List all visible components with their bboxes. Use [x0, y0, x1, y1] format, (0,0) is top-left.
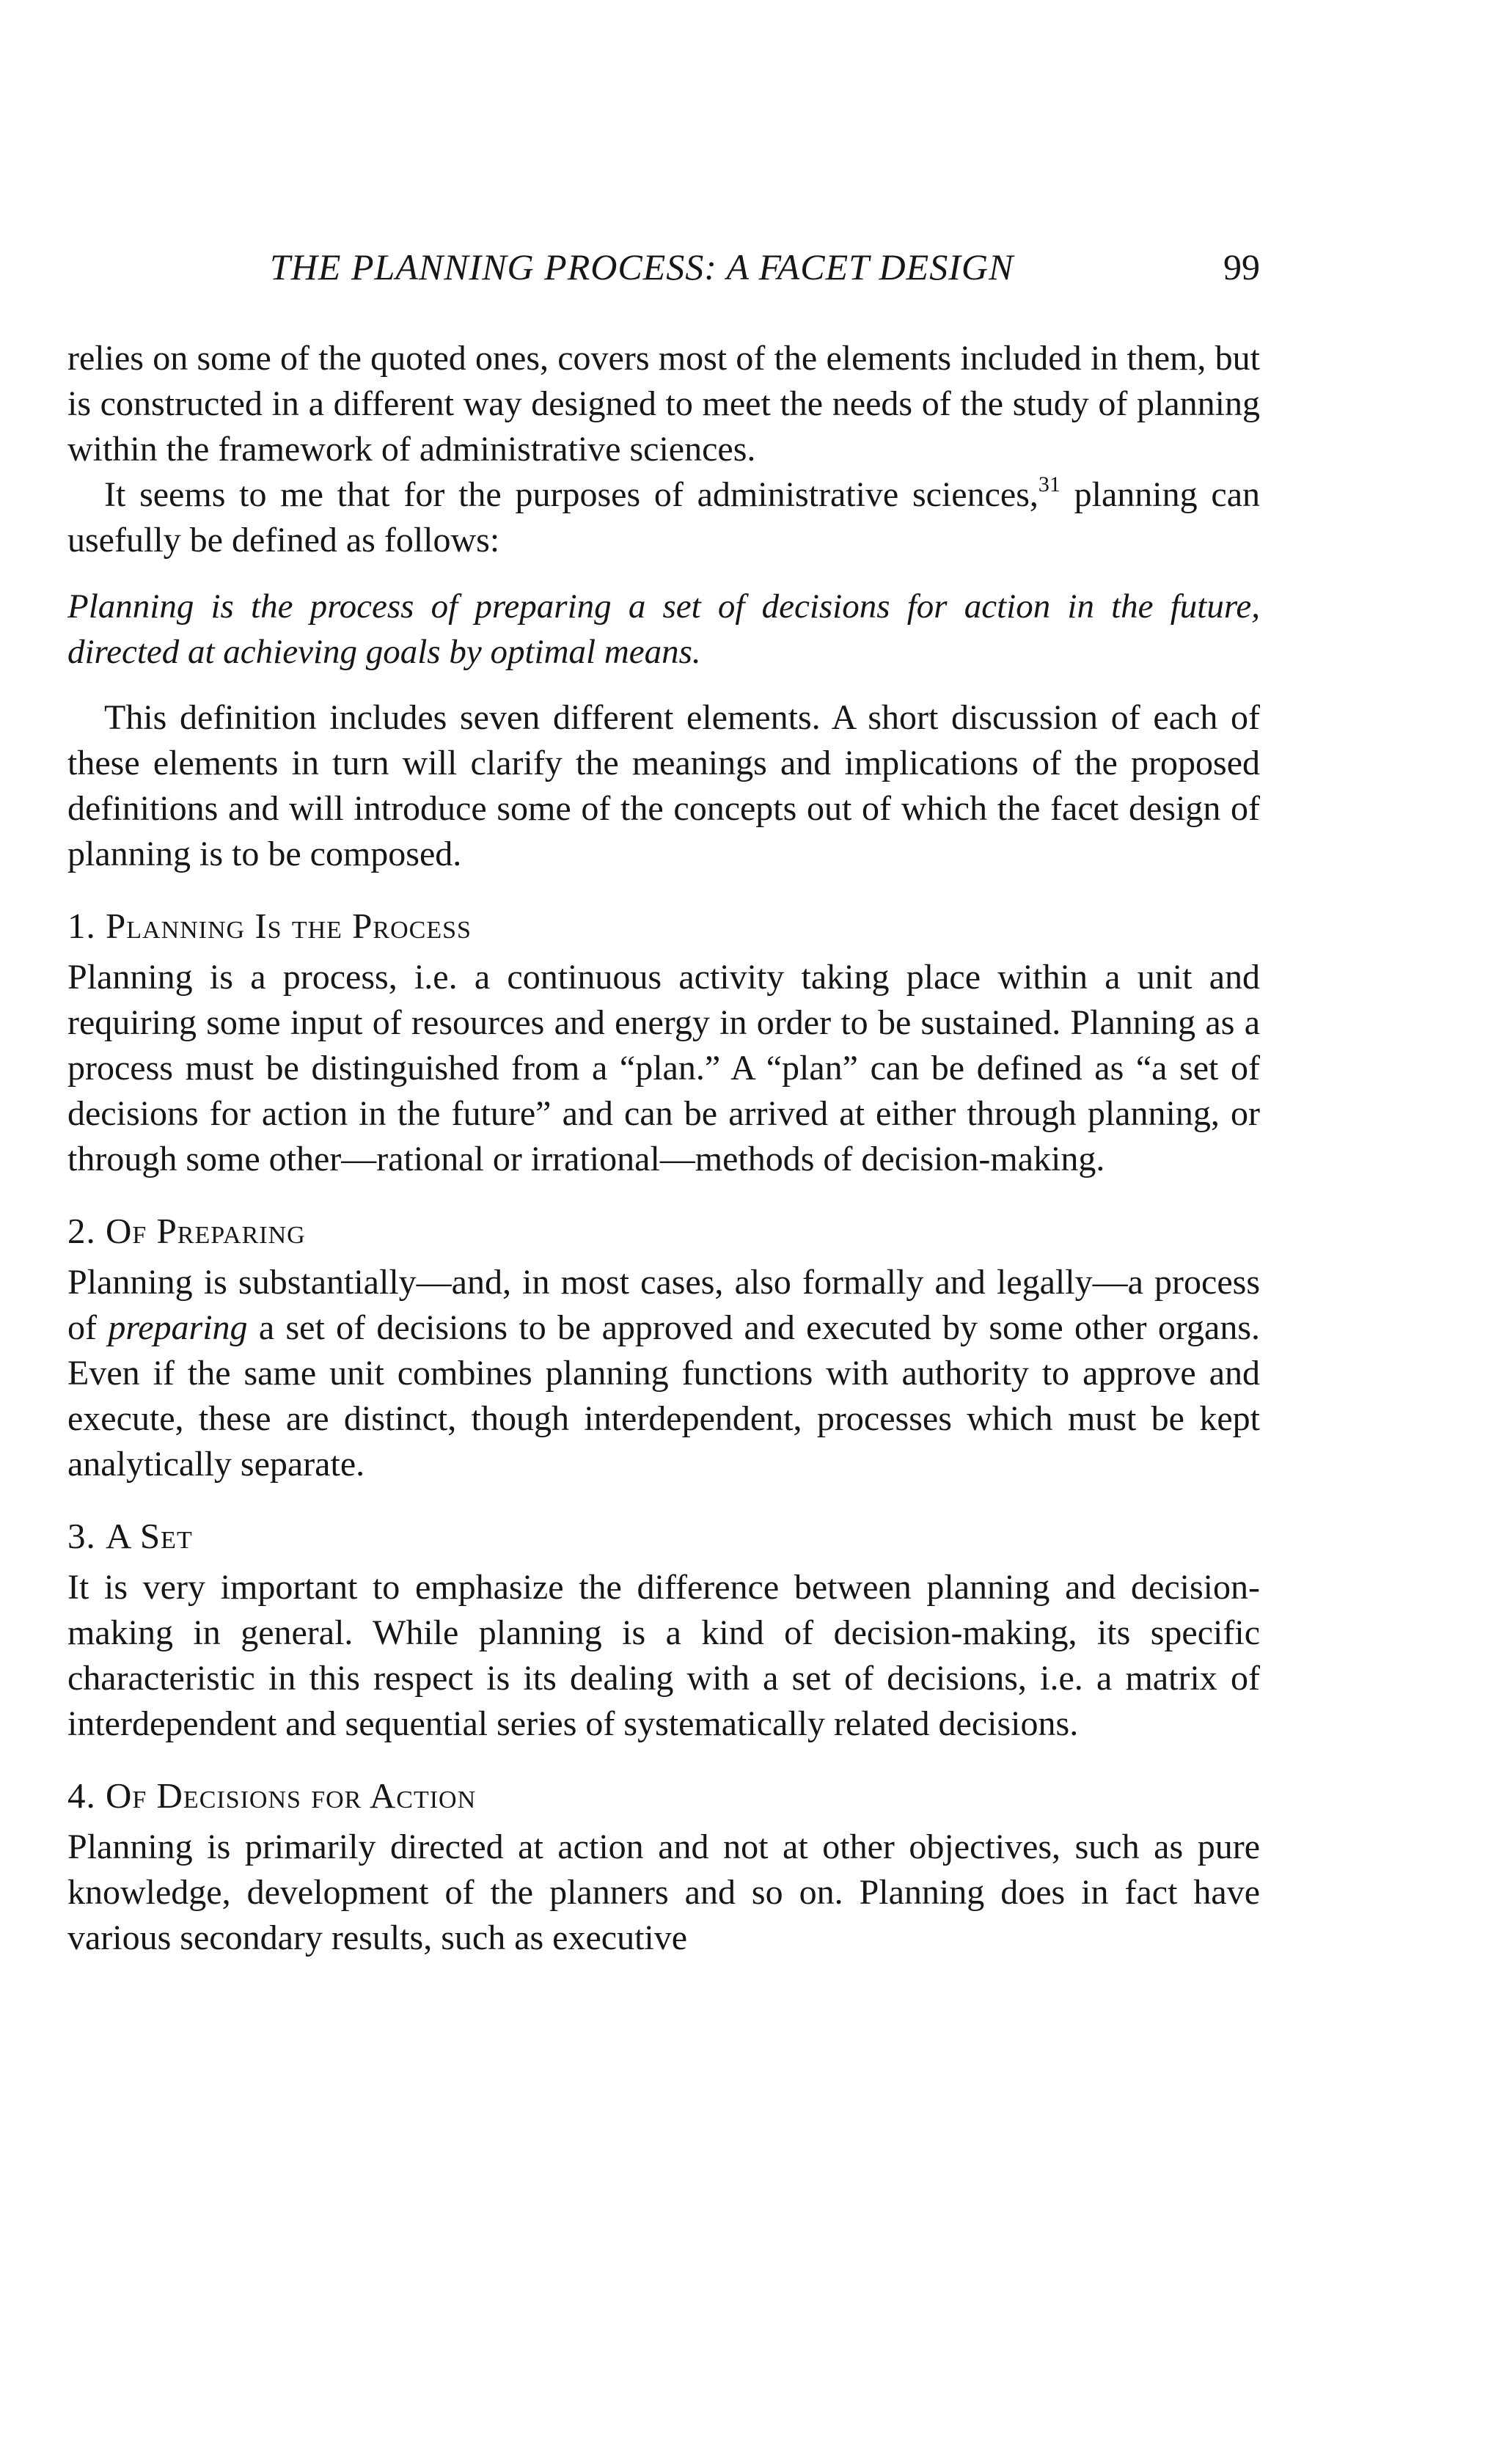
section-heading: [67, 1514, 1260, 1559]
section-paragraph: Planning is primarily directed at action and not at other objectives, such as pure knowledge, development of the planners and so on. Planning does in fact have various secondary results, such as executive: [67, 1827, 1260, 1957]
section-title: Of Decisions for Action: [106, 1775, 477, 1816]
section-paragraph: [67, 1260, 1260, 1487]
section-number: 4.: [67, 1775, 96, 1816]
paragraph-definition-intro: [67, 472, 1260, 563]
running-head: [67, 246, 1260, 297]
section-title: Of Preparing: [106, 1211, 306, 1251]
paragraph-continued: relies on some of the quoted ones, covers most of the elements included in them, but is constructed in a different way designed to meet the needs of the study of planning within the framework of administrative sciences.: [67, 339, 1260, 469]
section-paragraph: Planning is a process, i.e. a continuous activity taking place within a unit and requiring some input of resources and energy in order to be sustained. Planning as a process must be distinguished from a “plan.” A “plan” can be defined as “a set of decisions for action in the future” and can be arrived at either through planning, or through some other—rational or irrational—methods of decision-making.: [67, 958, 1260, 1178]
body-text: [67, 336, 1260, 1961]
section-heading: [67, 1209, 1260, 1254]
emphasized-word: preparing: [108, 1308, 248, 1347]
section-paragraph: It is very important to emphasize the difference between planning and decision-making in general. While planning is a kind of decision-making, its specific characteristic in this respect is its dealing with a set of decisions, i.e. a matrix of interdependent and sequential series of systematically related decisions.: [67, 1568, 1260, 1743]
paragraph-elements: This definition includes seven different elements. A short discussion of each of these elements in turn will clarify the meanings and implications of the proposed definitions and will introduce some of the concepts out of which the facet design of planning is to be composed.: [67, 698, 1260, 873]
section-number: 1.: [67, 906, 96, 946]
section-title: Planning Is the Process: [106, 906, 472, 946]
section-heading: [67, 903, 1260, 949]
section-text-a: Planning is substantially—and, in most cases, also formally and legally—a process of: [67, 1263, 1260, 1347]
paragraph-text-tail: planning can usefully be defined as follows:: [67, 475, 1261, 560]
paragraph-text: It seems to me that for the purposes of administrative sciences,: [104, 475, 1038, 514]
section-title: A Set: [106, 1516, 193, 1556]
section-text-b: a set of decisions to be approved and executed by some other organs. Even if the same unit combines planning functions with authority to approve and execute, these are distinct, though interdependent, processes which must be kept analytically separate.: [67, 1308, 1261, 1484]
definition: Planning is the process of preparing a set of decisions for action in the future, directed at achieving goals by optimal means.: [67, 587, 1260, 671]
running-title: THE PLANNING PROCESS: A FACET DESIGN: [270, 246, 1014, 287]
footnote-marker: 31: [1038, 472, 1060, 496]
section-number: 3.: [67, 1516, 96, 1556]
section-heading: [67, 1773, 1260, 1819]
page-number: 99: [1223, 246, 1260, 287]
section-number: 2.: [67, 1211, 96, 1251]
